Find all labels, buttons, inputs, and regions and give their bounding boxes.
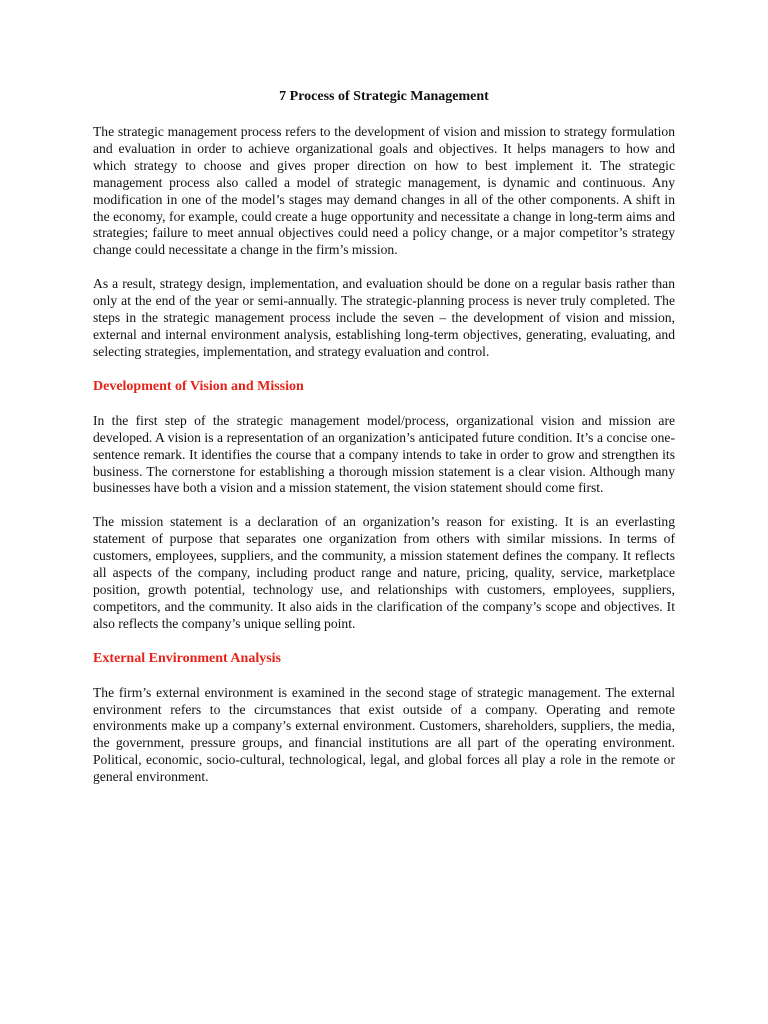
section-paragraph: In the first step of the strategic management model/process, organizational vision and mission are developed. A vision is a representation of an organization’s anticipated future condition. It’s a concise one-sentence remark. It identifies the course that a company intends to take in order to grow and strengthen its business. The cornerstone for establishing a thorough mission statement is a clear vision. Although many businesses have both a vision and a mission statement, the vision statement should come first. (93, 412, 675, 496)
document-body (93, 88, 675, 802)
section-heading-external-environment: External Environment Analysis (93, 650, 281, 666)
section-heading-vision-mission: Development of Vision and Mission (93, 378, 304, 394)
section-paragraph: The mission statement is a declaration of an organization’s reason for existing. It is an everlasting statement of purpose that separates one organization from others with similar missions. In terms of customers, employees, suppliers, and the community, a mission statement defines the company. It reflects all aspects of the company, including product range and nature, pricing, quality, service, marketplace position, growth potential, technology use, and relationships with customers, employees, suppliers, competitors, and the community. It also aids in the clarification of the company’s scope and objectives. It also reflects the company’s unique selling point. (93, 514, 675, 631)
intro-paragraph: As a result, strategy design, implementation, and evaluation should be done on a regular basis rather than only at the end of the year or semi-annually. The strategic-planning process is never truly completed. The steps in the strategic management process include the seven – the development of vision and mission, external and internal environment analysis, establishing long-term objectives, generating, evaluating, and selecting strategies, implementation, and strategy evaluation and control. (93, 276, 675, 359)
section-paragraph: The firm’s external environment is examined in the second stage of strategic management. The external environment refers to the circumstances that exist outside of a company. Operating and remote environments make up a company’s external environment. Customers, shareholders, suppliers, the media, the government, pressure groups, and financial institutions are all part of the operating environment. Political, economic, socio-cultural, technological, legal, and global forces all play a role in the remote or general environment. (93, 684, 675, 785)
intro-paragraph: The strategic management process refers to the development of vision and mission to strategy formulation and evaluation in order to achieve organizational goals and objectives. It helps managers to how and which strategy to choose and gives proper direction on how to best implement it. The strategic management process also called a model of strategic management, is dynamic and continuous. Any modification in one of the model’s stages may demand changes in all of the other components. A shift in the economy, for example, could create a huge opportunity and necessitate a change in long-term aims and strategies; failure to meet annual objectives could need a policy change, or a major competitor’s strategy change could necessitate a change in the firm’s mission. (93, 124, 675, 258)
page-title: 7 Process of Strategic Management (279, 89, 489, 104)
